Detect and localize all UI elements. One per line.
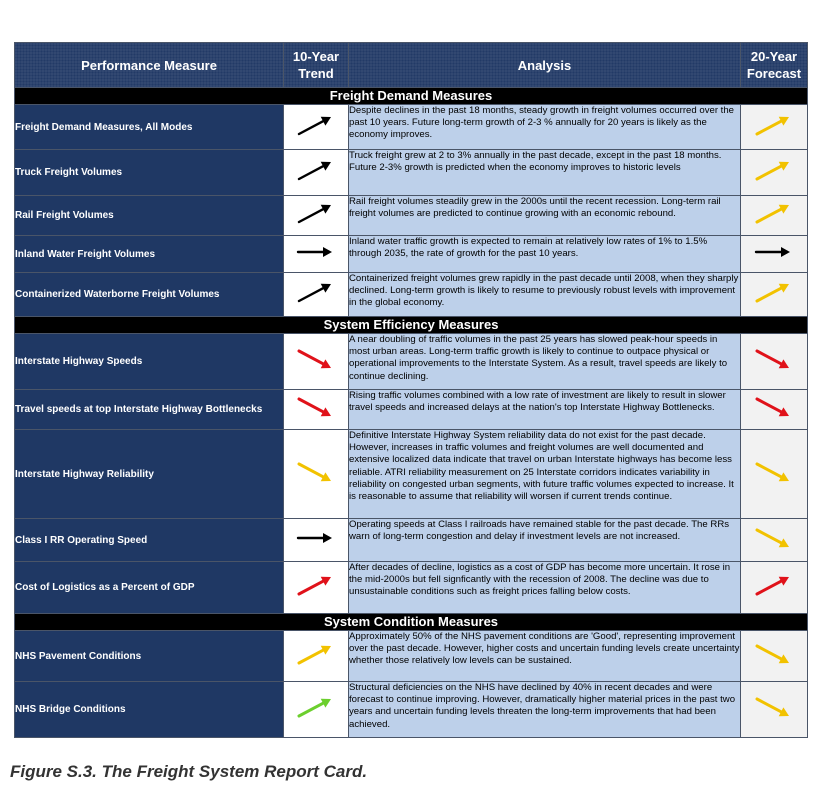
- forecast-arrow-down-icon: [753, 524, 795, 552]
- trend-cell: [284, 105, 349, 150]
- analysis-text: Definitive Interstate Highway System reliability data do not exist for the past decade. However, increases in traffic volumes and freight volumes are well documented and extensive localized data indicate that travel on urban Interstate highways has become less reliable. ATRI reliability measurement on 25 Interstate corridors indicates variability in reliability on congested urban segments, with future traffic volumes expected to increase. It is reasonable to assume that reliability will worsen if current trends continue.: [349, 430, 734, 503]
- analysis-text: Inland water traffic growth is expected to remain at relatively low rates of 1% to 1.5% through 2035, the rate of growth for the past 10 years.: [349, 236, 708, 260]
- trend-arrow-down-icon: [295, 345, 337, 373]
- col-header-forecast: [741, 43, 808, 88]
- forecast-arrow-up-icon: [753, 111, 795, 139]
- trend-cell: [284, 390, 349, 430]
- forecast-cell: [741, 562, 808, 614]
- analysis-text: Containerized freight volumes grew rapidly in the past decade until 2008, when they sharply declined. Long-term growth is likely to resume to previously robust levels with improvement in the global economy.: [349, 273, 739, 309]
- analysis-text: After decades of decline, logistics as a cost of GDP has become more uncertain. It rose in the mid-2000s but fell signficantly with the recession of 2008. The decline was due to unsustainable conditions such as freight prices falling below costs.: [349, 562, 731, 598]
- forecast-cell: [741, 105, 808, 150]
- forecast-arrow-down-icon: [753, 693, 795, 721]
- analysis-text: Truck freight grew at 2 to 3% annually in the past decade, except in the past 18 months. Future 2-3% growth is predicted when the economy improves to historic levels: [349, 150, 722, 174]
- forecast-arrow-flat-icon: [753, 238, 795, 266]
- trend-arrow-up-icon: [295, 199, 337, 227]
- section-title: System Condition Measures: [15, 614, 808, 631]
- forecast-header-line2: Forecast: [746, 66, 802, 81]
- analysis-text: Structural deficiencies on the NHS have declined by 40% in recent decades and were forecast to continue improving. However, dramatically higher material prices in the past two years and uncertain funding levels threaten the long-term improvements that had been achieved.: [349, 682, 736, 730]
- col-header-trend: [284, 43, 349, 88]
- analysis-cell: [349, 236, 741, 273]
- forecast-cell: [741, 273, 808, 317]
- trend-arrow-up-icon: [295, 111, 337, 139]
- section-title: System Efficiency Measures: [15, 317, 808, 334]
- forecast-cell: [741, 430, 808, 519]
- forecast-cell: [741, 150, 808, 196]
- table-row: [15, 150, 808, 196]
- forecast-header-line1: 20-Year: [750, 49, 798, 64]
- analysis-text: Operating speeds at Class I railroads have remained stable for the past decade. The RRs warn of long-term congestion and delay if investment levels are not increased.: [349, 519, 730, 543]
- measure-name: NHS Pavement Conditions: [15, 631, 284, 682]
- forecast-arrow-down-icon: [753, 345, 795, 373]
- forecast-arrow-up-icon: [753, 199, 795, 227]
- measure-name: Travel speeds at top Interstate Highway Bottlenecks: [15, 390, 284, 430]
- table-row: [15, 390, 808, 430]
- forecast-cell: [741, 236, 808, 273]
- header-row: [15, 43, 808, 88]
- measure-name: Containerized Waterborne Freight Volumes: [15, 273, 284, 317]
- forecast-arrow-down-icon: [753, 393, 795, 421]
- forecast-arrow-down-icon: [753, 458, 795, 486]
- section-title: Freight Demand Measures: [15, 88, 808, 105]
- trend-arrow-up-icon: [295, 640, 337, 668]
- table-row: [15, 273, 808, 317]
- analysis-text: A near doubling of traffic volumes in the past 25 years has slowed peak-hour speeds in most urban areas. Long-term traffic growth is likely to continue to outpace physical or operational improvements to the Interstate System. As a result, travel speeds are likely to continue declining.: [349, 334, 728, 382]
- trend-arrow-down-icon: [295, 393, 337, 421]
- analysis-cell: [349, 682, 741, 738]
- trend-cell: [284, 430, 349, 519]
- forecast-cell: [741, 519, 808, 562]
- trend-arrow-up-icon: [295, 156, 337, 184]
- trend-cell: [284, 682, 349, 738]
- analysis-cell: [349, 105, 741, 150]
- trend-arrow-flat-icon: [295, 238, 337, 266]
- forecast-cell: [741, 390, 808, 430]
- measure-name: Freight Demand Measures, All Modes: [15, 105, 284, 150]
- trend-arrow-up-icon: [295, 571, 337, 599]
- analysis-text: Rail freight volumes steadily grew in the 2000s until the recent recession. Long-term rail freight volumes are predicted to continue growing with an economic rebound.: [349, 196, 721, 220]
- table-row: [15, 105, 808, 150]
- table-row: [15, 682, 808, 738]
- measure-name: Truck Freight Volumes: [15, 150, 284, 196]
- forecast-arrow-up-icon: [753, 156, 795, 184]
- analysis-cell: [349, 150, 741, 196]
- trend-cell: [284, 196, 349, 236]
- analysis-text: Rising traffic volumes combined with a low rate of investment are likely to result in slower travel speeds and increased delays at the nation's top Interstate Highway Bottlenecks.: [349, 390, 726, 414]
- forecast-arrow-up-icon: [753, 571, 795, 599]
- analysis-text: Despite declines in the past 18 months, steady growth in freight volumes occurred over the past 10 years. Future long-term growth of 2-3 % annually for 20 years is likely as the economy improves.: [349, 105, 735, 141]
- measure-name: Rail Freight Volumes: [15, 196, 284, 236]
- measure-name: Inland Water Freight Volumes: [15, 236, 284, 273]
- analysis-cell: [349, 390, 741, 430]
- col-header-analysis: Analysis: [349, 43, 741, 88]
- analysis-cell: [349, 273, 741, 317]
- trend-arrow-up-icon: [295, 693, 337, 721]
- analysis-text: Approximately 50% of the NHS pavement conditions are 'Good', representing improvement over the past decade. However, higher costs and uncertain funding levels create uncertainty whether those relatively low levels can be sustained.: [349, 631, 740, 667]
- trend-header-line2: Trend: [298, 66, 334, 81]
- measure-name: Interstate Highway Reliability: [15, 430, 284, 519]
- trend-header-line1: 10-Year: [292, 49, 340, 64]
- section-row: [15, 88, 808, 105]
- table-row: [15, 519, 808, 562]
- trend-cell: [284, 519, 349, 562]
- trend-cell: [284, 334, 349, 390]
- table-row: [15, 196, 808, 236]
- measure-name: Class I RR Operating Speed: [15, 519, 284, 562]
- measure-name: Cost of Logistics as a Percent of GDP: [15, 562, 284, 614]
- section-row: [15, 614, 808, 631]
- forecast-cell: [741, 682, 808, 738]
- measure-name: NHS Bridge Conditions: [15, 682, 284, 738]
- figure-caption: Figure S.3. The Freight System Report Card.: [10, 762, 368, 781]
- analysis-cell: [349, 519, 741, 562]
- report-card-body: [15, 88, 808, 738]
- analysis-cell: [349, 562, 741, 614]
- report-card-table: [14, 42, 808, 738]
- table-row: [15, 334, 808, 390]
- table-row: [15, 236, 808, 273]
- analysis-cell: [349, 334, 741, 390]
- section-row: [15, 317, 808, 334]
- trend-cell: [284, 273, 349, 317]
- trend-arrow-flat-icon: [295, 524, 337, 552]
- trend-arrow-up-icon: [295, 278, 337, 306]
- trend-cell: [284, 631, 349, 682]
- forecast-arrow-up-icon: [753, 278, 795, 306]
- forecast-cell: [741, 334, 808, 390]
- table-row: [15, 631, 808, 682]
- trend-cell: [284, 236, 349, 273]
- forecast-cell: [741, 631, 808, 682]
- trend-cell: [284, 562, 349, 614]
- analysis-cell: [349, 631, 741, 682]
- trend-cell: [284, 150, 349, 196]
- analysis-cell: [349, 196, 741, 236]
- forecast-cell: [741, 196, 808, 236]
- table-row: [15, 430, 808, 519]
- measure-name: Interstate Highway Speeds: [15, 334, 284, 390]
- col-header-measure: Performance Measure: [15, 43, 284, 88]
- table-row: [15, 562, 808, 614]
- trend-arrow-down-icon: [295, 458, 337, 486]
- forecast-arrow-down-icon: [753, 640, 795, 668]
- analysis-cell: [349, 430, 741, 519]
